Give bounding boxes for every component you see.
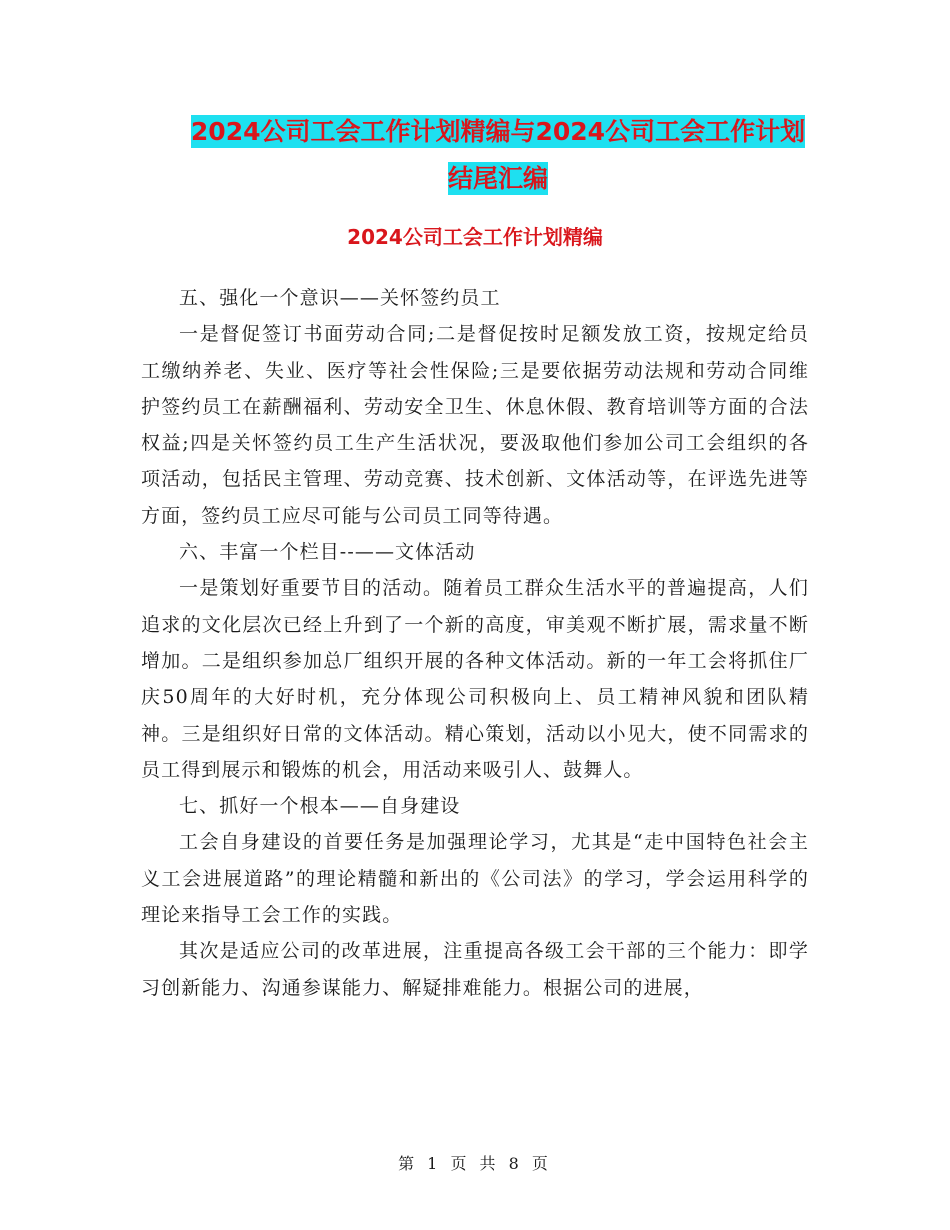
section-title: 2024公司工会工作计划精编 (347, 225, 603, 249)
paragraph-heading-5: 五、强化一个意识——关怀签约员工 (179, 287, 501, 309)
page-footer: 第 1 页 共 8 页 (398, 1154, 552, 1173)
document-title-line-2: 结尾汇编 (447, 164, 548, 193)
paragraph-heading-6: 六、丰富一个栏目--——文体活动 (179, 541, 476, 564)
document-title-line-1: 2024公司工会工作计划精编与2024公司工会工作计划 (190, 117, 806, 146)
document-title (140, 108, 856, 202)
paragraph: 工会自身建设的首要任务是加强理论学习，尤其是“走中国特色社会主义工会进展道路”的理论精髓和新出的《公司法》的学习，学会运用科学的理论来指导工会工作的实践。 (141, 831, 809, 927)
paragraph: 其次是适应公司的改革进展，注重提高各级工会干部的三个能力：即学习创新能力、沟通参谋能力、解疑排难能力。根据公司的进展， (141, 940, 809, 999)
paragraph: 一是策划好重要节目的活动。随着员工群众生活水平的普遍提高，人们追求的文化层次已经上升到了一个新的高度，审美观不断扩展，需求量不断增加。二是组织参加总厂组织开展的各种文体活动。新的一年工会将抓住厂庆50周年的大好时机，充分体现公司积极向上、员工精神风貌和团队精神。三是组织好日常的文体活动。精心策划，活动以小见大，使不同需求的员工得到展示和锻炼的机会，用活动来吸引人、鼓舞人。 (141, 577, 809, 781)
paragraph-heading-7: 七、抓好一个根本——自身建设 (179, 795, 461, 818)
paragraph: 一是督促签订书面劳动合同;二是督促按时足额发放工资，按规定给员工缴纳养老、失业、医疗等社会性保险;三是要依据劳动法规和劳动合同维护签约员工在薪酬福利、劳动安全卫生、休息休假、教育培训等方面的合法权益;四是关怀签约员工生产生活状况，要汲取他们参加公司工会组织的各项活动，包括民主管理、劳动竞赛、技术创新、文体活动等，在评选先进等方面，签约员工应尽可能与公司员工同等待遇。 (141, 323, 809, 527)
document-body (141, 280, 809, 1006)
